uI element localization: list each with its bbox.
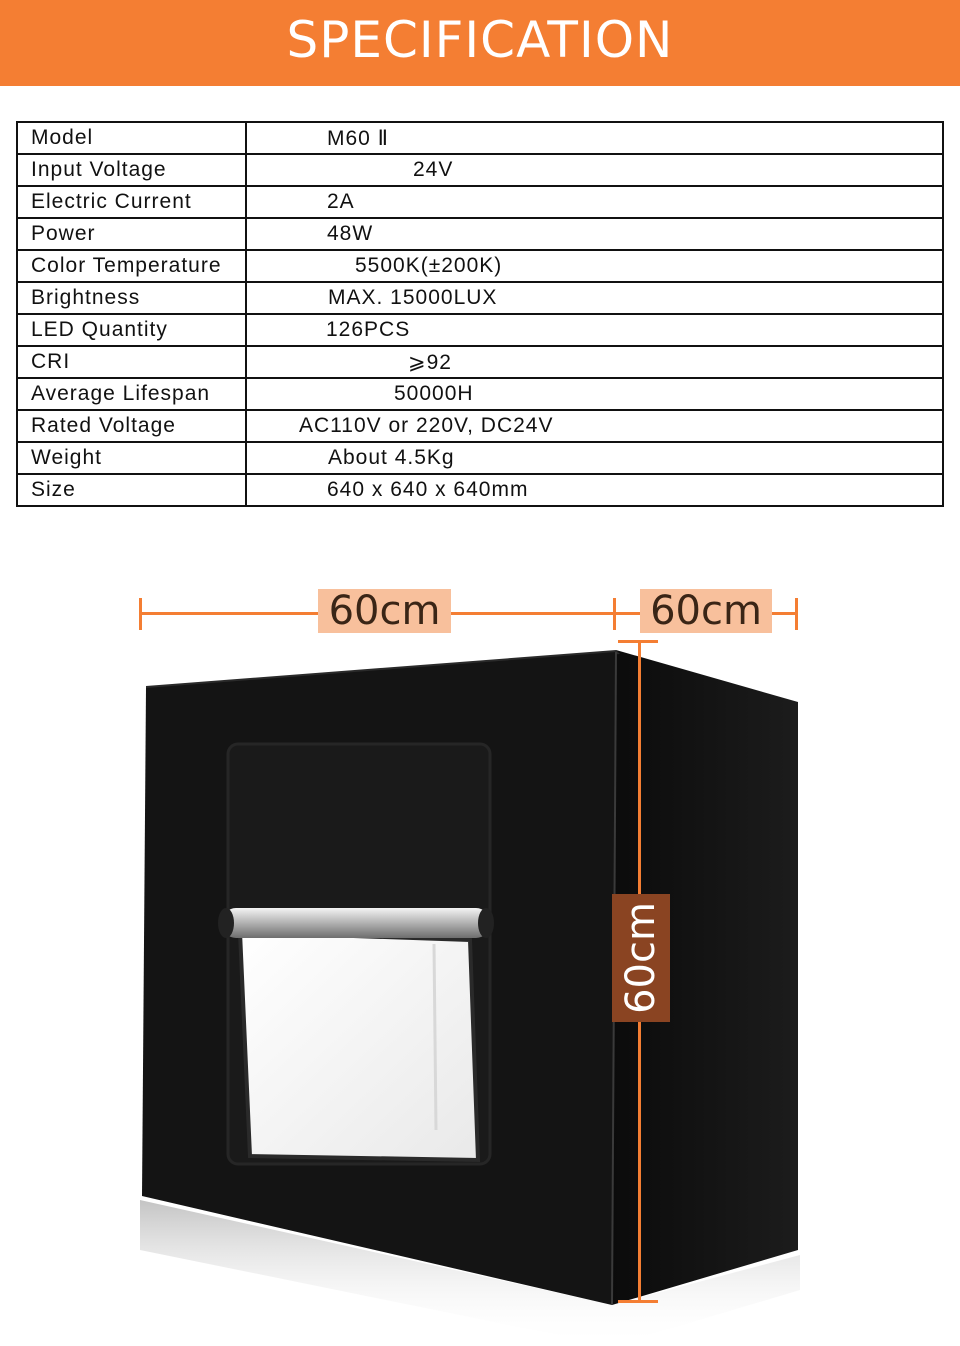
spec-label: CRI bbox=[17, 346, 246, 378]
spec-value: ⩾92 bbox=[246, 346, 943, 378]
spec-label: LED Quantity bbox=[17, 314, 246, 346]
spec-label: Electric Current bbox=[17, 186, 246, 218]
light-box-image bbox=[0, 560, 960, 1346]
dimension-tick bbox=[618, 1300, 658, 1303]
table-row bbox=[17, 474, 943, 506]
spec-value: MAX. 15000LUX bbox=[246, 282, 943, 314]
spec-value: 126PCS bbox=[246, 314, 943, 346]
dimension-illustration bbox=[0, 560, 960, 1346]
spec-label: Average Lifespan bbox=[17, 378, 246, 410]
spec-value: 2A bbox=[246, 186, 943, 218]
width-label: 60cm bbox=[318, 589, 451, 633]
spec-label: Rated Voltage bbox=[17, 410, 246, 442]
spec-value: 50000H bbox=[246, 378, 943, 410]
header-banner bbox=[0, 0, 960, 86]
spec-label: Input Voltage bbox=[17, 154, 246, 186]
spec-value: 5500K(±200K) bbox=[246, 250, 943, 282]
table-row bbox=[17, 346, 943, 378]
page-title: SPECIFICATION bbox=[286, 11, 674, 69]
spec-table bbox=[16, 121, 944, 507]
spec-label: Power bbox=[17, 218, 246, 250]
height-label-badge bbox=[612, 894, 670, 1022]
depth-label: 60cm bbox=[640, 589, 772, 633]
table-row bbox=[17, 378, 943, 410]
spec-value: 48W bbox=[246, 218, 943, 250]
table-row bbox=[17, 282, 943, 314]
height-label: 60cm bbox=[618, 902, 665, 1014]
dimension-tick bbox=[618, 640, 658, 643]
spec-label: Weight bbox=[17, 442, 246, 474]
table-row bbox=[17, 122, 943, 154]
spec-value: 640 x 640 x 640mm bbox=[246, 474, 943, 506]
table-row bbox=[17, 218, 943, 250]
table-row bbox=[17, 154, 943, 186]
table-row bbox=[17, 186, 943, 218]
spec-value: 24V bbox=[246, 154, 943, 186]
spec-label: Model bbox=[17, 122, 246, 154]
spec-label: Size bbox=[17, 474, 246, 506]
spec-label: Brightness bbox=[17, 282, 246, 314]
table-row bbox=[17, 250, 943, 282]
table-row bbox=[17, 410, 943, 442]
spec-label: Color Temperature bbox=[17, 250, 246, 282]
table-row bbox=[17, 314, 943, 346]
spec-value: M60 Ⅱ bbox=[246, 122, 943, 154]
spec-value: AC110V or 220V, DC24V bbox=[246, 410, 943, 442]
dimension-tick bbox=[795, 598, 798, 630]
table-row bbox=[17, 442, 943, 474]
spec-value: About 4.5Kg bbox=[246, 442, 943, 474]
